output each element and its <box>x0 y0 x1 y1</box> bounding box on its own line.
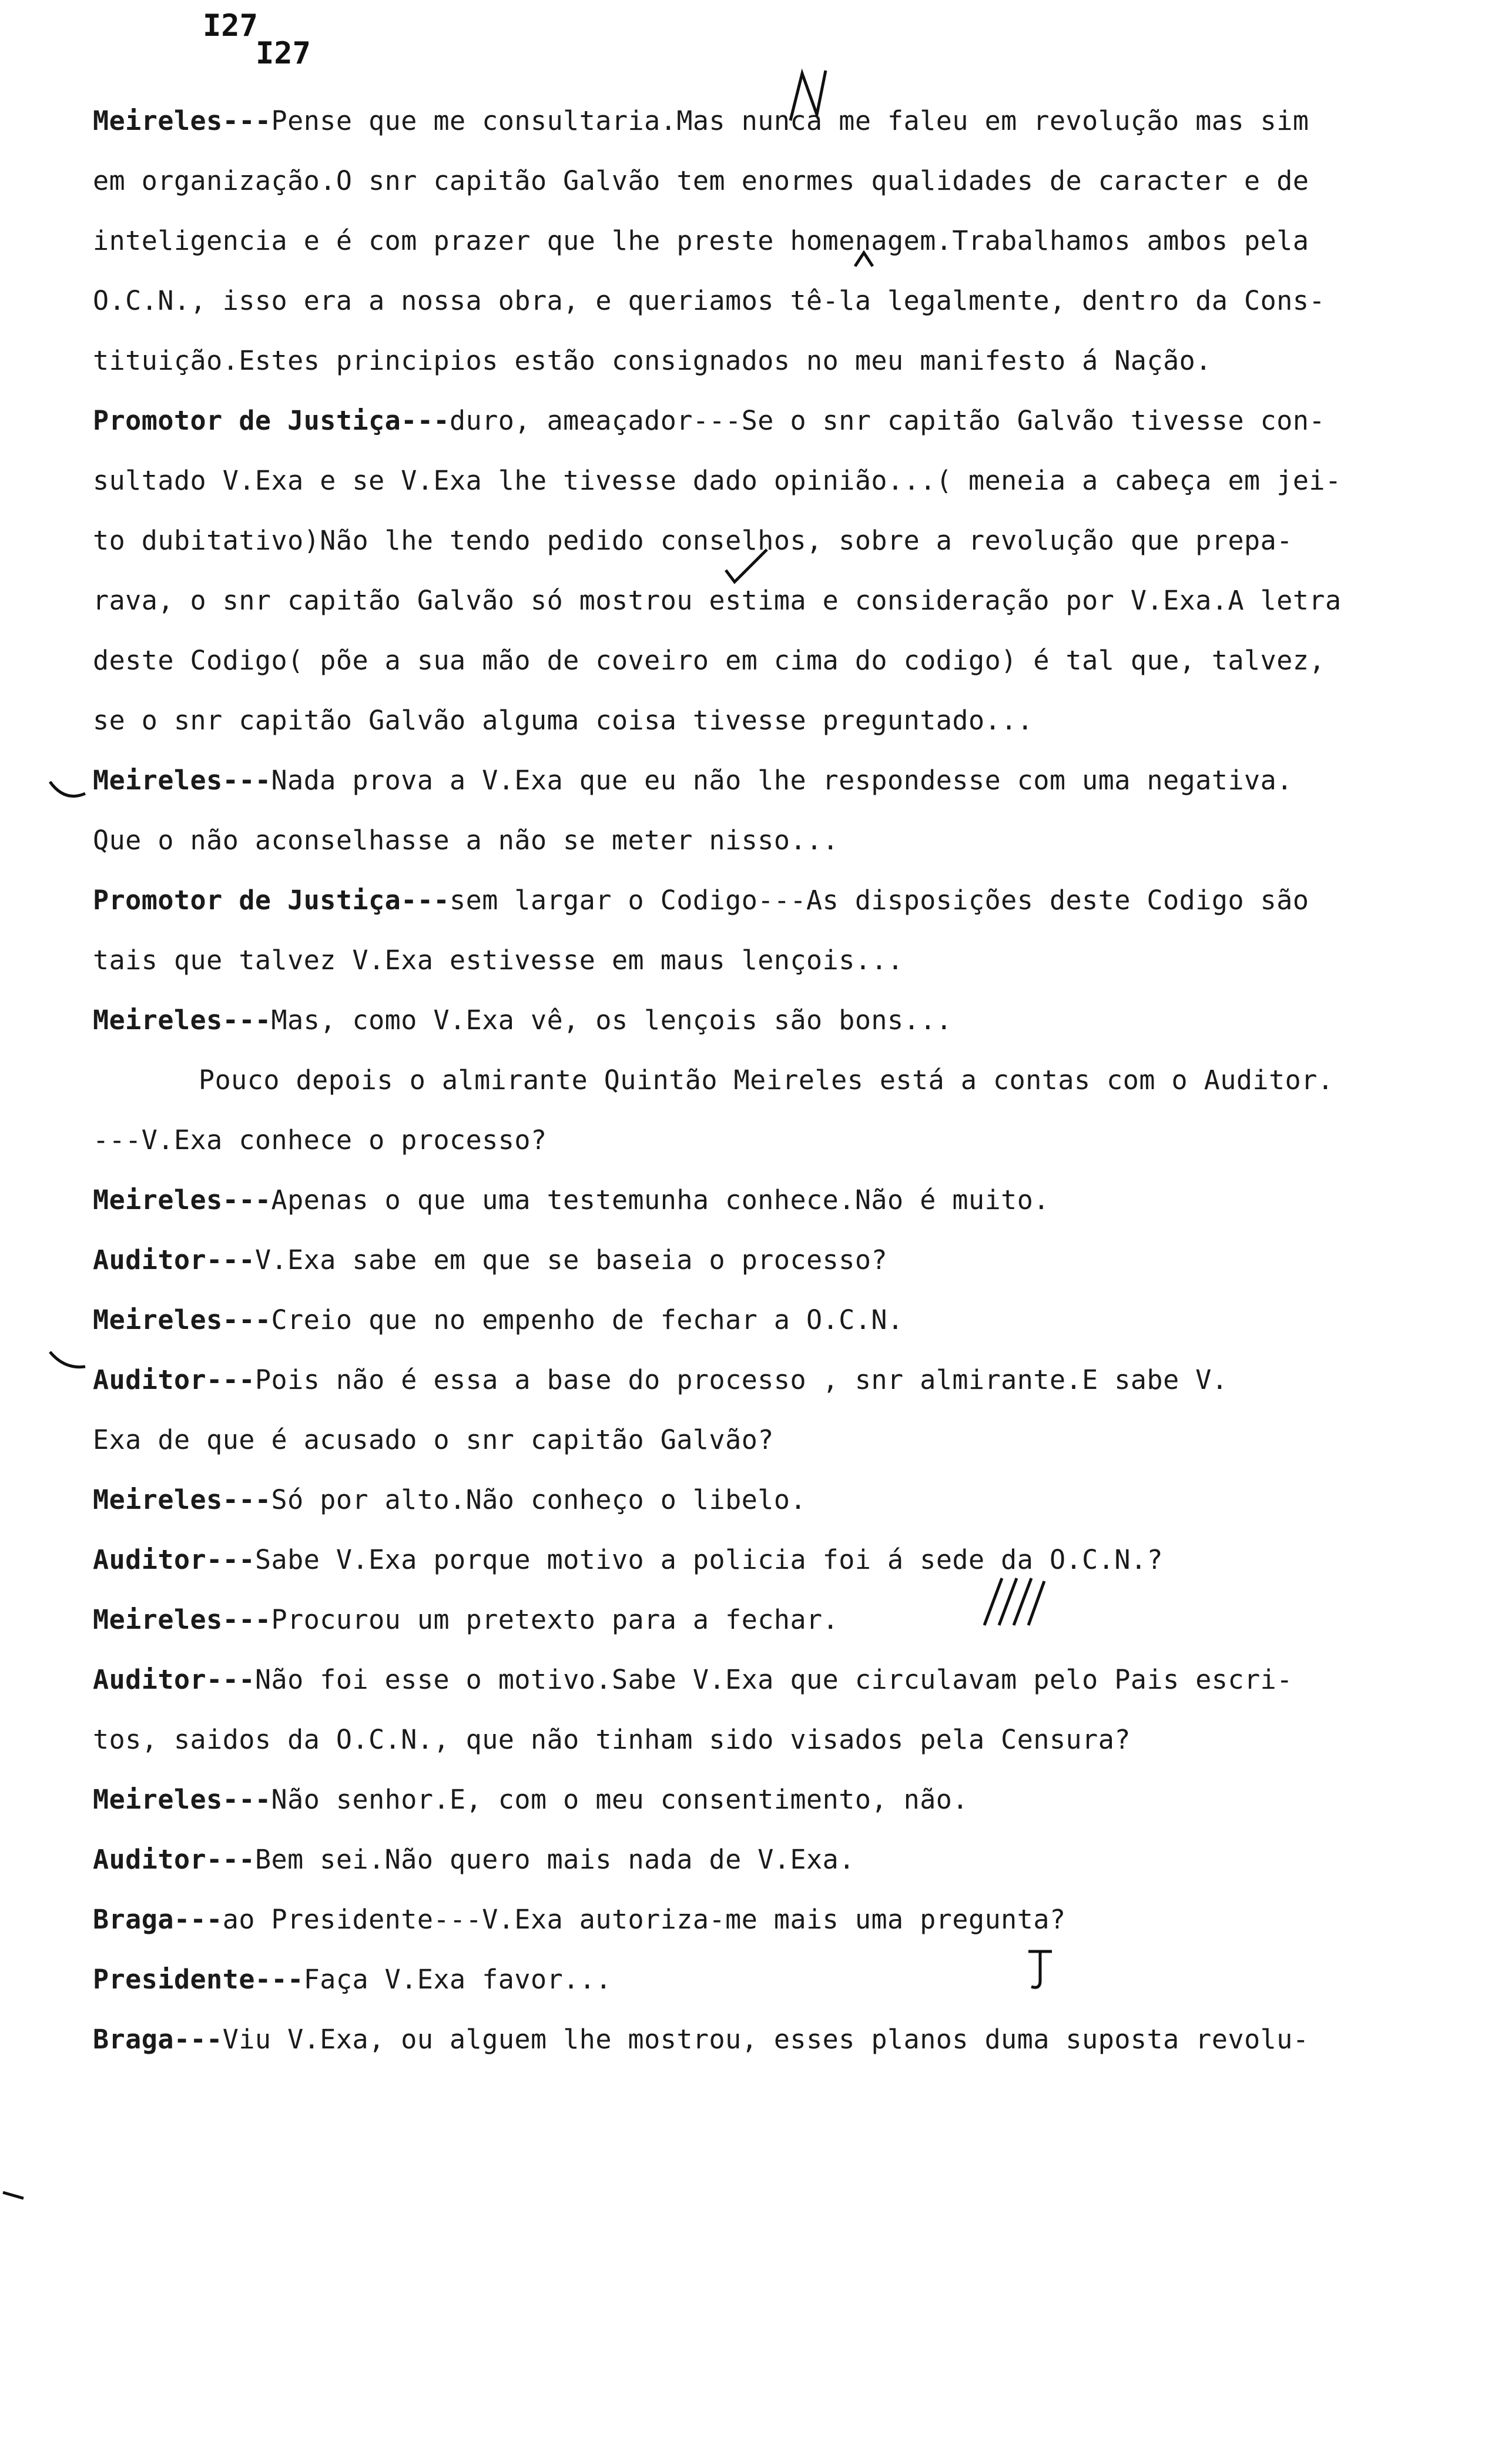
line-text: Bem sei.Não quero mais nada de V.Exa. <box>254 1844 855 1875</box>
line-text: Faça V.Exa favor... <box>303 1964 612 1995</box>
line-text: Apenas o que uma testemunha conhece.Não é muito. <box>271 1184 1050 1216</box>
text-line <box>93 2010 1444 2070</box>
line-text: Não senhor.E, com o meu consentimento, não. <box>271 1784 968 1815</box>
text-line <box>93 1950 1444 2010</box>
text-line <box>93 871 1444 930</box>
handwritten-caret-mark <box>852 250 876 267</box>
text-line <box>93 1410 1444 1470</box>
text-line <box>93 451 1444 511</box>
text-line <box>93 271 1444 331</box>
text-line <box>93 1710 1444 1770</box>
line-text: sem largar o Codigo---As disposições deste Codigo são <box>450 885 1309 916</box>
transcript-body <box>93 91 1444 2070</box>
line-text: sultado V.Exa e se V.Exa lhe tivesse dado opinião...( meneia a cabeça em jei- <box>93 465 1342 496</box>
text-line <box>93 990 1444 1050</box>
line-text: ao Presidente---V.Exa autoriza-me mais uma pregunta? <box>222 1904 1066 1935</box>
line-text: Só por alto.Não conheço o libelo. <box>271 1484 807 1515</box>
speaker-label: Braga--- <box>93 2024 223 2055</box>
line-text: Creio que no empenho de fechar a O.C.N. <box>271 1304 904 1335</box>
text-line <box>93 331 1444 391</box>
text-line <box>93 930 1444 990</box>
line-text: Pense que me consultaria.Mas nunca me faleu em revolução mas sim <box>271 105 1309 136</box>
handwritten-g-mark <box>1017 1940 1064 1993</box>
text-line <box>93 1530 1444 1590</box>
speaker-label: Auditor--- <box>93 1844 255 1875</box>
speaker-label: Auditor--- <box>93 1544 255 1575</box>
speaker-label: Auditor--- <box>93 1364 255 1395</box>
line-text: Pois não é essa a base do processo , snr almirante.E sabe V. <box>254 1364 1228 1395</box>
page-number-duplicate: I27 <box>256 36 311 71</box>
handwritten-n-correction-mark <box>785 68 837 123</box>
line-text: Que o não aconselhasse a não se meter nisso... <box>93 825 839 856</box>
margin-bracket-mark-1 <box>47 776 88 805</box>
line-text: duro, ameaçador---Se o snr capitão Galvão tivesse con- <box>450 405 1326 436</box>
line-text: tais que talvez V.Exa estivesse em maus lençois... <box>93 945 904 976</box>
line-text: Sabe V.Exa porque motivo a policia foi á sede da O.C.N.? <box>254 1544 1164 1575</box>
text-line <box>93 1650 1444 1710</box>
line-text: Nada prova a V.Exa que eu não lhe respondesse com uma negativa. <box>271 765 1293 796</box>
margin-bracket-mark-2 <box>47 1346 88 1375</box>
line-text: tituição.Estes principios estão consignados no meu manifesto á Nação. <box>93 345 1212 376</box>
text-line <box>93 211 1444 271</box>
text-line <box>93 1890 1444 1950</box>
text-line <box>93 391 1444 451</box>
speaker-label: Promotor de Justiça--- <box>93 405 450 436</box>
speaker-label: Meireles--- <box>93 105 271 136</box>
text-line <box>93 811 1444 871</box>
line-text: Pouco depois o almirante Quintão Meireles está a contas com o Auditor. <box>199 1064 1334 1096</box>
text-line <box>93 91 1444 151</box>
text-line <box>93 751 1444 811</box>
line-text: Mas, como V.Exa vê, os lençois são bons... <box>271 1005 953 1036</box>
line-text: tos, saidos da O.C.N., que não tinham sido visados pela Censura? <box>93 1724 1131 1755</box>
text-line <box>93 1050 1444 1110</box>
speaker-label: Meireles--- <box>93 1784 271 1815</box>
page-number: I27 <box>203 8 258 43</box>
text-line <box>93 1830 1444 1890</box>
text-line <box>93 1110 1444 1170</box>
speaker-label: Meireles--- <box>93 1184 271 1216</box>
line-text: Viu V.Exa, ou alguem lhe mostrou, esses planos duma suposta revolu- <box>222 2024 1309 2055</box>
text-line <box>93 631 1444 691</box>
text-line <box>93 151 1444 211</box>
speaker-label: Auditor--- <box>93 1664 255 1695</box>
speaker-label: Presidente--- <box>93 1964 304 1995</box>
text-line <box>93 1590 1444 1650</box>
text-line <box>93 1350 1444 1410</box>
text-line <box>93 1170 1444 1230</box>
line-text: Procurou um pretexto para a fechar. <box>271 1604 839 1635</box>
handwritten-check-mark <box>723 547 770 588</box>
speaker-label: Auditor--- <box>93 1244 255 1275</box>
line-text: deste Codigo( põe a sua mão de coveiro em cima do codigo) é tal que, talvez, <box>93 645 1326 676</box>
line-text: inteligencia e é com prazer que lhe preste homenagem.Trabalhamos ambos pela <box>93 225 1309 256</box>
line-text: se o snr capitão Galvão alguma coisa tivesse preguntado... <box>93 705 1034 736</box>
speaker-label: Meireles--- <box>93 1604 271 1635</box>
line-text: Não foi esse o motivo.Sabe V.Exa que circulavam pelo Pais escri- <box>254 1664 1293 1695</box>
handwritten-strike-mark <box>978 1575 1049 1628</box>
margin-tick-mark <box>0 2187 29 2204</box>
line-text: O.C.N., isso era a nossa obra, e queriamos tê-la legalmente, dentro da Cons- <box>93 285 1326 316</box>
line-text: ---V.Exa conhece o processo? <box>93 1124 547 1156</box>
speaker-label: Meireles--- <box>93 1005 271 1036</box>
speaker-label: Braga--- <box>93 1904 223 1935</box>
line-text: to dubitativo)Não lhe tendo pedido conselhos, sobre a revolução que prepa- <box>93 525 1293 556</box>
line-text: Exa de que é acusado o snr capitão Galvão? <box>93 1424 774 1455</box>
line-text: V.Exa sabe em que se baseia o processo? <box>254 1244 888 1275</box>
text-line <box>93 1470 1444 1530</box>
speaker-label: Meireles--- <box>93 1484 271 1515</box>
text-line <box>93 1770 1444 1830</box>
speaker-label: Meireles--- <box>93 1304 271 1335</box>
text-line <box>93 1230 1444 1290</box>
line-text: rava, o snr capitão Galvão só mostrou estima e consideração por V.Exa.A letra <box>93 585 1342 616</box>
speaker-label: Promotor de Justiça--- <box>93 885 450 916</box>
text-line <box>93 691 1444 751</box>
line-text: em organização.O snr capitão Galvão tem enormes qualidades de caracter e de <box>93 165 1309 196</box>
text-line <box>93 1290 1444 1350</box>
speaker-label: Meireles--- <box>93 765 271 796</box>
